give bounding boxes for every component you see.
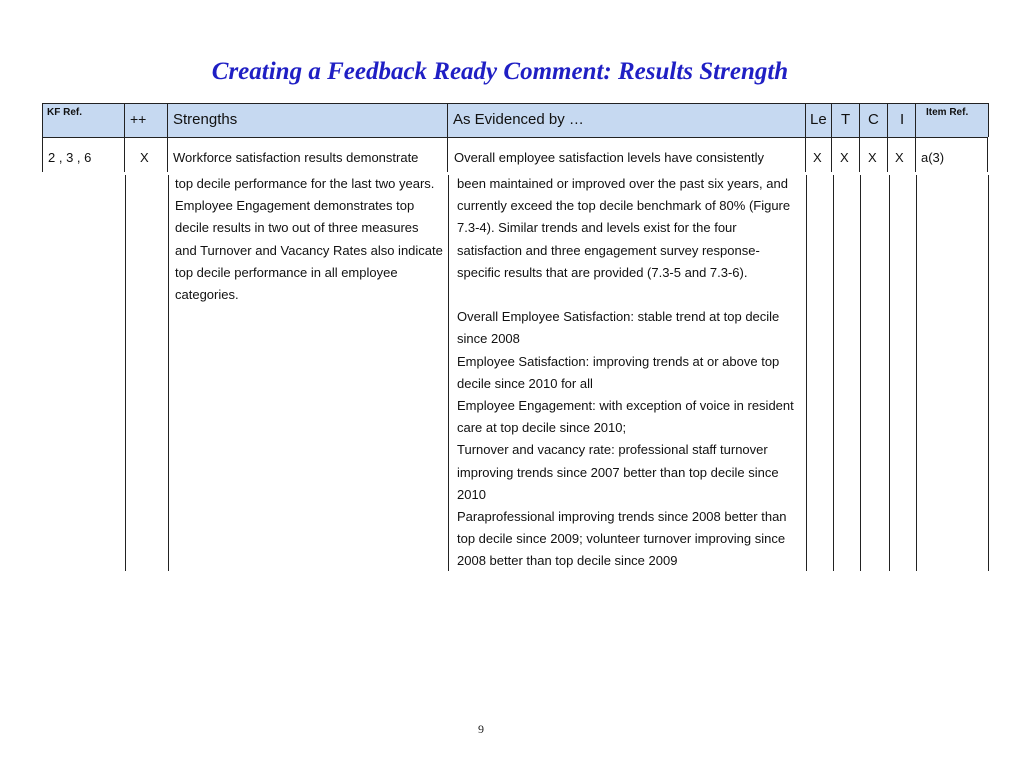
evidence-line: Employee Satisfaction: improving trends at or above top bbox=[457, 353, 780, 369]
header-plusplus-label: ++ bbox=[130, 111, 147, 127]
row-item-ref: a(3) bbox=[921, 150, 945, 165]
header-le bbox=[806, 104, 832, 137]
evidence-text bbox=[457, 173, 805, 573]
row-kf-ref: 2 , 3 , 6 bbox=[48, 150, 92, 165]
header-evidenced-label: As Evidenced by … bbox=[453, 111, 584, 128]
column-divider bbox=[447, 137, 448, 172]
header-t-label: T bbox=[841, 111, 851, 128]
page-number: 9 bbox=[478, 722, 484, 736]
evidence-line: Overall Employee Satisfaction: stable trend at top decile bbox=[457, 309, 780, 325]
strength-line: decile results in two out of three measures bbox=[175, 220, 419, 236]
evidence-line: Turnover and vacancy rate: professional staff turnover bbox=[457, 442, 768, 458]
row-plusplus-mark: X bbox=[140, 150, 149, 165]
header-strengths bbox=[168, 104, 448, 137]
evidence-line: Employee Engagement: with exception of voice in resident bbox=[457, 398, 794, 414]
column-divider bbox=[806, 175, 807, 571]
evidence-line: satisfaction and three engagement survey response- bbox=[457, 242, 760, 258]
header-item-ref-label: Item Ref. bbox=[926, 107, 969, 118]
evidence-line: 2010 bbox=[457, 486, 486, 502]
evidence-line: specific results that are provided (7.3-5 and 7.3-6). bbox=[457, 264, 748, 280]
column-divider bbox=[833, 175, 834, 571]
column-divider bbox=[448, 175, 449, 571]
evidence-line: been maintained or improved over the past six years, and bbox=[457, 176, 788, 191]
column-divider bbox=[887, 137, 888, 172]
header-le-label: Le bbox=[810, 111, 827, 128]
header-i bbox=[888, 104, 916, 137]
evidence-line: care at top decile since 2010; bbox=[457, 420, 627, 436]
strength-line: categories. bbox=[175, 287, 239, 303]
column-divider bbox=[124, 137, 125, 172]
column-divider bbox=[889, 175, 890, 571]
header-kf-ref-label: KF Ref. bbox=[47, 107, 82, 118]
table-header-row bbox=[42, 103, 989, 137]
column-divider bbox=[859, 137, 860, 172]
column-divider bbox=[916, 175, 917, 571]
evidence-line: 7.3-4). Similar trends and levels exist for the four bbox=[457, 220, 737, 236]
evidence-line: currently exceed the top decile benchmark of 80% (Figure bbox=[457, 198, 791, 214]
row-c-mark: X bbox=[868, 150, 877, 165]
header-t bbox=[832, 104, 860, 137]
column-divider bbox=[860, 175, 861, 571]
header-c-label: C bbox=[868, 111, 879, 128]
strength-line: Employee Engagement demonstrates top bbox=[175, 198, 415, 214]
strength-line: top decile performance for the last two years. bbox=[175, 176, 435, 191]
column-divider bbox=[168, 175, 169, 571]
row-strength-first-line: Workforce satisfaction results demonstrate bbox=[173, 150, 419, 165]
column-divider bbox=[167, 137, 168, 172]
row-i-mark: X bbox=[895, 150, 904, 165]
evidence-line: 2008 better than top decile since 2009 bbox=[457, 553, 678, 569]
evidence-blank-line bbox=[457, 284, 805, 306]
evidence-line: decile since 2010 for all bbox=[457, 375, 593, 391]
strength-line: top decile performance in all employee bbox=[175, 264, 398, 280]
row-le-mark: X bbox=[813, 150, 822, 165]
column-divider bbox=[805, 137, 806, 172]
row-t-mark: X bbox=[840, 150, 849, 165]
strength-line: and Turnover and Vacancy Rates also indicate bbox=[175, 242, 443, 258]
header-plusplus bbox=[125, 104, 168, 137]
column-divider bbox=[125, 175, 126, 571]
evidence-line: since 2008 bbox=[457, 331, 520, 347]
header-i-label: I bbox=[900, 111, 905, 128]
slide-title: Creating a Feedback Ready Comment: Results Strength bbox=[211, 58, 789, 85]
column-divider bbox=[915, 137, 916, 172]
column-divider bbox=[987, 137, 988, 172]
row-evidence-first-line: Overall employee satisfaction levels have consistently bbox=[454, 150, 764, 165]
column-divider bbox=[42, 137, 43, 172]
column-divider bbox=[988, 175, 989, 571]
header-evidenced bbox=[448, 104, 806, 137]
header-item-ref bbox=[916, 104, 988, 137]
table-row bbox=[42, 137, 987, 173]
column-divider bbox=[831, 137, 832, 172]
header-kf-ref bbox=[43, 104, 125, 137]
header-c bbox=[860, 104, 888, 137]
header-strengths-label: Strengths bbox=[173, 111, 238, 128]
evidence-line: improving trends since 2007 better than top decile since bbox=[457, 464, 779, 480]
evidence-line: Paraprofessional improving trends since 2008 better than bbox=[457, 509, 787, 525]
evidence-line: top decile since 2009; volunteer turnover improving since bbox=[457, 531, 786, 547]
strength-text bbox=[175, 173, 445, 306]
